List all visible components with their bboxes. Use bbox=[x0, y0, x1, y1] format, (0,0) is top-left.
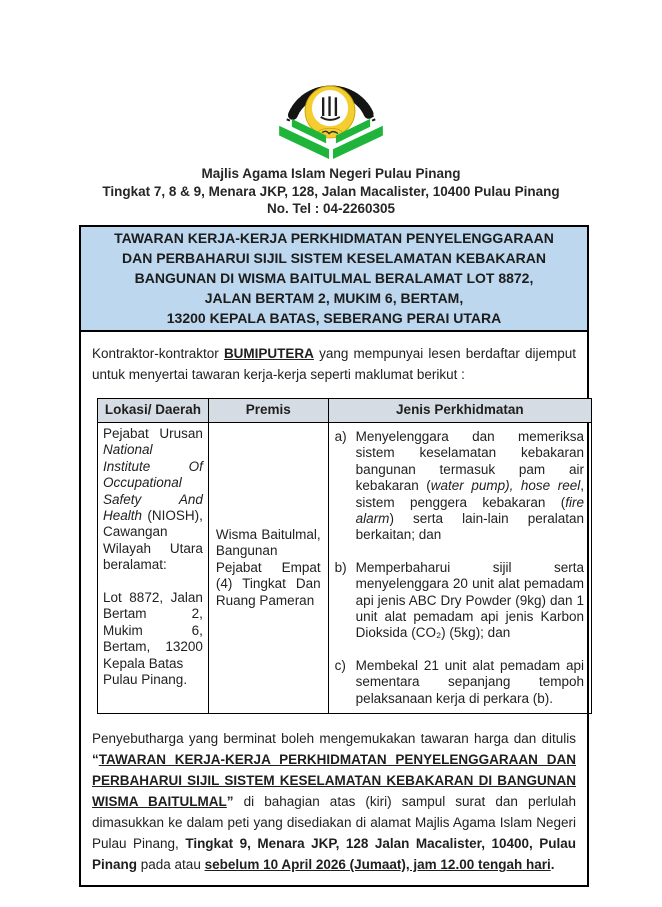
service-item-a bbox=[335, 429, 584, 544]
niosh-name-italic: National Institute Of Occupational Safety And Health bbox=[103, 442, 203, 523]
intro-paragraph bbox=[92, 343, 576, 385]
notice-title-line: BANGUNAN DI WISMA BAITULMAL BERALAMAT LOT 8872, bbox=[134, 269, 534, 286]
notice-box bbox=[79, 225, 589, 888]
service-item-label: a) bbox=[334, 428, 347, 444]
deadline-emphasis: sebelum 10 April 2026 (Jumaat), jam 12.00 tengah hari bbox=[204, 857, 551, 872]
service-item-b bbox=[335, 560, 584, 642]
service-item-text: Membekal 21 unit alat pemadam api sementara sepanjang tempoh pelaksanaan kerja di perkara (b). bbox=[355, 657, 584, 706]
lokasi-address-city: Pulau Pinang. bbox=[103, 671, 188, 687]
col-header-premis: Premis bbox=[208, 398, 328, 422]
organization-name: Majlis Agama Islam Negeri Pulau Pinang bbox=[201, 166, 461, 181]
col-header-jenis-perkhidmatan: Jenis Perkhidmatan bbox=[328, 398, 591, 422]
lokasi-office-paragraph bbox=[103, 426, 203, 574]
notice-title-line: DAN PERBAHARUI SIJIL SISTEM KESELAMATAN KEBAKARAN bbox=[122, 249, 546, 266]
services-cell bbox=[328, 422, 591, 713]
service-item-label: c) bbox=[334, 657, 346, 673]
submission-address-bold: Tingkat 9, Menara JKP, 128 Jalan Macalister, 10400, Pulau Pinang bbox=[92, 836, 576, 872]
lokasi-cell bbox=[98, 422, 209, 713]
notice-title-line: 13200 KEPALA BATAS, SEBERANG PERAI UTARA bbox=[166, 309, 502, 326]
organization-phone: No. Tel : 04-2260305 bbox=[266, 201, 396, 216]
bumiputera-emphasis: BUMIPUTERA bbox=[223, 345, 314, 361]
notice-title-line: JALAN BERTAM 2, MUKIM 6, BERTAM, bbox=[204, 289, 464, 306]
closing-period: . bbox=[550, 857, 555, 872]
notice-body bbox=[81, 332, 587, 886]
letterhead bbox=[0, 0, 662, 218]
notice-title bbox=[81, 227, 587, 332]
service-a-seg: ) serta lain-lain peralatan berkaitan; dan bbox=[355, 510, 584, 543]
service-item-text bbox=[356, 429, 584, 544]
lokasi-text: Pejabat Urusan bbox=[103, 425, 203, 441]
service-a-italic-seg: water pump), hose reel bbox=[430, 478, 581, 494]
closing-text: pada atau bbox=[137, 857, 205, 872]
organization-address: Tingkat 7, 8 & 9, Menara JKP, 128, Jalan Macalister, 10400 Pulau Pinang bbox=[102, 183, 560, 199]
service-item-text: Memperbaharui sijil serta menyelenggara 20 unit alat pemadam api jenis ABC Dry Powder (9kg) dan 1 unit alat pemadam api jenis Karbon Dioksida (CO₂) (5kg); dan bbox=[355, 559, 584, 641]
premis-cell bbox=[208, 422, 328, 713]
notice-title-line: TAWARAN KERJA-KERJA PERKHIDMATAN PENYELENGGARAAN bbox=[114, 229, 554, 246]
organization-logo bbox=[277, 70, 385, 160]
premis-text: Wisma Baitulmal, Bangunan Pejabat Empat (4) Tingkat Dan Ruang Pameran bbox=[215, 526, 321, 608]
closing-text: di bahagian atas (kiri) sampul surat dan perlulah dimasukkan ke dalam peti yang disediakan di alamat Majlis Agama Islam Negeri Pulau Pinang, bbox=[92, 794, 576, 851]
service-a-seg: , sistem penggera kebakaran ( bbox=[355, 478, 584, 510]
intro-text-post: yang mempunyai lesen berdaftar dijemput untuk menyertai tawaran kerja-kerja seperti maklumat berikut : bbox=[92, 345, 576, 382]
services-table bbox=[97, 398, 592, 715]
col-header-lokasi-daerah: Lokasi/ Daerah bbox=[98, 398, 209, 422]
close-quote: ” bbox=[226, 794, 234, 809]
table-header-row bbox=[98, 398, 592, 422]
service-a-italic-seg: fire alarm bbox=[355, 494, 584, 526]
service-item-label: b) bbox=[334, 559, 347, 575]
closing-text: Penyebutharga yang berminat boleh mengemukakan tawaran harga dan ditulis bbox=[92, 731, 576, 746]
lokasi-text-tail: (NIOSH), Cawangan Wilayah Utara beralamat: bbox=[103, 507, 203, 573]
open-quote: “ bbox=[92, 752, 99, 767]
tender-title-emphasis: TAWARAN KERJA-KERJA PERKHIDMATAN PENYELENGGARAAN DAN PERBAHARUI SIJIL SISTEM KESELAMATAN KEBAKARAN DI BANGUNAN WISMA BAITULMAL bbox=[92, 752, 576, 809]
table-body-row bbox=[98, 422, 592, 713]
service-a-seg: Menyelenggara dan memeriksa sistem keselamatan kebakaran bangunan termasuk pam air kebakaran ( bbox=[355, 428, 584, 494]
closing-paragraph bbox=[92, 728, 576, 875]
majlis-agama-islam-crest-icon bbox=[277, 147, 385, 164]
service-item-c bbox=[335, 658, 584, 707]
lokasi-address-paragraph: Lot 8872, Jalan Bertam 2, Mukim 6, Bertam, 13200 Kepala Batas bbox=[103, 589, 203, 671]
intro-text-pre: Kontraktor-kontraktor bbox=[92, 345, 224, 361]
